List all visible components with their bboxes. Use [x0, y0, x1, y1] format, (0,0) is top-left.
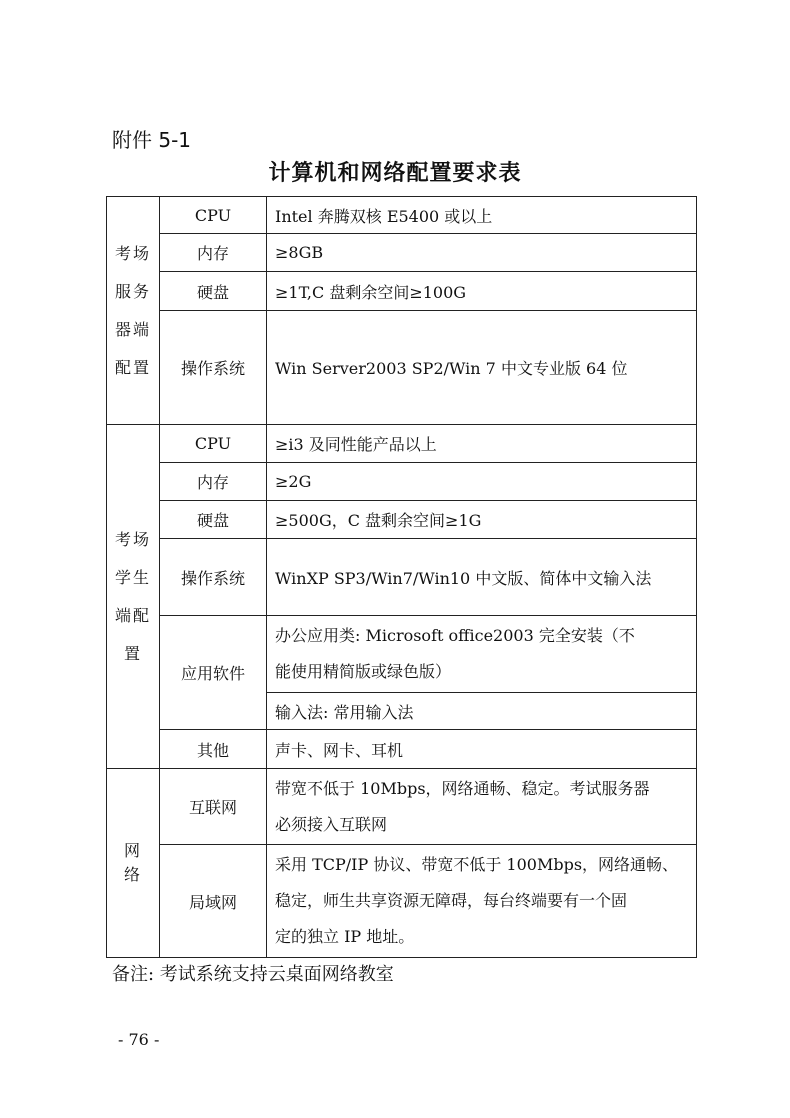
table-row [107, 730, 697, 769]
item-cell: 应用软件 [160, 616, 267, 730]
table-row [107, 845, 697, 958]
value-cell: ≥2G [267, 463, 697, 501]
table-row [107, 425, 697, 463]
table-row [107, 616, 697, 693]
network-category-cell [107, 769, 160, 958]
value-line: 带宽不低于 10Mbps，网络通畅、稳定。考试服务器 [275, 778, 650, 798]
value-cell: Win Server2003 SP2/Win 7 中文专业版 64 位 [267, 311, 697, 425]
value-line: 采用 TCP/IP 协议、带宽不低于 100Mbps，网络通畅、 [275, 855, 679, 874]
server-category-cell [107, 197, 160, 425]
item-cell: CPU [160, 425, 267, 463]
table-row [107, 272, 697, 311]
value-cell: 声卡、网卡、耳机 [267, 730, 697, 769]
value-line: 稳定，师生共享资源无障碍，每台终端要有一个固 [275, 891, 628, 910]
category-line: 络 [123, 865, 142, 884]
item-cell: 操作系统 [160, 539, 267, 616]
footnote: 备注: 考试系统支持云桌面网络教室 [112, 964, 394, 985]
category-line: 考场 [114, 243, 151, 263]
category-line: 学生 [114, 567, 151, 587]
value-cell: ≥1T,C 盘剩余空间≥100G [267, 272, 697, 311]
item-cell: 其他 [160, 730, 267, 769]
item-cell: 硬盘 [160, 272, 267, 311]
value-line: 能使用精简版或绿色版） [275, 662, 452, 681]
category-line: 置 [123, 643, 142, 663]
item-cell: 内存 [160, 463, 267, 501]
category-line: 端配 [114, 605, 151, 625]
value-line: 必须接入互联网 [275, 814, 388, 834]
item-cell: 操作系统 [160, 311, 267, 425]
value-cell: ≥i3 及同性能产品以上 [267, 425, 697, 463]
attachment-label: 附件 5-1 [112, 128, 192, 152]
table-row [107, 311, 697, 425]
item-cell: CPU [160, 197, 267, 234]
category-line: 网 [123, 841, 142, 860]
table-row [107, 463, 697, 501]
category-line: 考场 [114, 529, 151, 549]
table-row [107, 539, 697, 616]
item-cell: 局域网 [160, 845, 267, 958]
value-line: 定的独立 IP 地址。 [275, 927, 415, 946]
value-line: 办公应用类: Microsoft office2003 完全安装（不 [275, 626, 635, 645]
config-table [106, 196, 697, 958]
value-cell [267, 845, 697, 958]
value-cell: WinXP SP3/Win7/Win10 中文版、简体中文输入法 [267, 539, 697, 616]
table-row [107, 197, 697, 234]
item-cell: 互联网 [160, 769, 267, 845]
value-cell: 输入法: 常用输入法 [267, 693, 697, 730]
table-row [107, 501, 697, 539]
table-title: 计算机和网络配置要求表 [268, 161, 522, 186]
item-cell: 硬盘 [160, 501, 267, 539]
item-cell: 内存 [160, 234, 267, 272]
table-row [107, 769, 697, 845]
value-cell: ≥500G，C 盘剩余空间≥1G [267, 501, 697, 539]
value-cell: Intel 奔腾双核 E5400 或以上 [267, 197, 697, 234]
student-category-cell [107, 425, 160, 769]
value-cell: ≥8GB [267, 234, 697, 272]
page-number: - 76 - [118, 1030, 160, 1049]
table-row [107, 234, 697, 272]
value-cell [267, 616, 697, 693]
category-line: 配置 [114, 357, 151, 377]
value-cell [267, 769, 697, 845]
category-line: 器端 [114, 319, 151, 339]
category-line: 服务 [114, 281, 151, 301]
